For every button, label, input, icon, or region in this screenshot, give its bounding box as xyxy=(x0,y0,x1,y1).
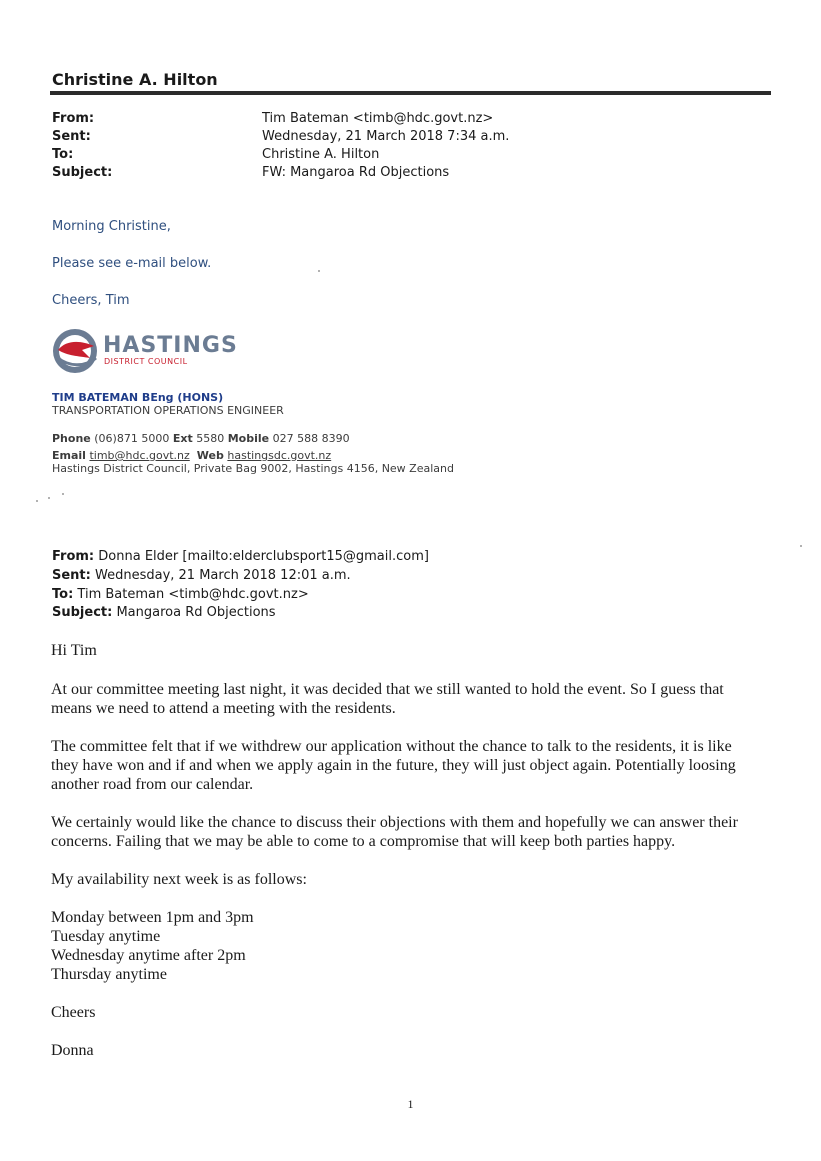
forward-greeting: Morning Christine, xyxy=(52,219,171,234)
forward-line: Please see e-mail below. xyxy=(52,256,212,271)
email-label: Email xyxy=(52,449,86,462)
signature-title: TRANSPORTATION OPERATIONS ENGINEER xyxy=(52,404,284,417)
page-number: 1 xyxy=(407,1097,414,1111)
from-value: Tim Bateman <timb@hdc.govt.nz> xyxy=(262,111,494,126)
original-subject-line xyxy=(52,605,276,620)
signature-phone-line xyxy=(52,432,350,445)
availability-item: Wednesday anytime after 2pm xyxy=(51,947,246,964)
signature-address: Hastings District Council, Private Bag 9002, Hastings 4156, New Zealand xyxy=(52,462,454,475)
body-line: We certainly would like the chance to discuss their objections with them and hopefully we can answer their xyxy=(51,814,738,831)
phone-label: Phone xyxy=(52,432,91,445)
availability-list xyxy=(51,908,771,984)
original-sent-label: Sent: xyxy=(52,568,91,583)
subject-label: Subject: xyxy=(52,165,113,180)
logo-name: HASTINGS xyxy=(103,333,238,358)
email-link[interactable]: timb@hdc.govt.nz xyxy=(89,449,190,462)
body-closing: Cheers xyxy=(51,1004,96,1021)
phone-value: (06)871 5000 xyxy=(94,432,170,445)
signature-name: TIM BATEMAN BEng (HONS) xyxy=(52,391,224,404)
body-line: another road from our calendar. xyxy=(51,776,254,793)
body-line: they have won and if and when we apply again in the future, they will just object again. Potentially loosing xyxy=(51,757,736,774)
scan-speck xyxy=(48,497,50,499)
to-label: To: xyxy=(52,147,74,162)
body-line: means we need to attend a meeting with the residents. xyxy=(51,700,396,717)
body-line: At our committee meeting last night, it was decided that we still wanted to hold the event. So I guess that xyxy=(51,681,724,698)
original-to-label: To: xyxy=(52,587,74,602)
original-from-label: From: xyxy=(52,549,95,564)
availability-item: Tuesday anytime xyxy=(51,928,161,945)
from-label: From: xyxy=(52,111,95,126)
availability-item: Monday between 1pm and 3pm xyxy=(51,909,254,926)
sent-label: Sent: xyxy=(52,129,91,144)
logo-subtitle: DISTRICT COUNCIL xyxy=(104,357,188,366)
scan-speck xyxy=(62,493,64,495)
original-subject-label: Subject: xyxy=(52,605,113,620)
scan-speck xyxy=(318,270,320,272)
web-label: Web xyxy=(196,449,224,462)
to-value: Christine A. Hilton xyxy=(262,147,380,162)
original-sent-line xyxy=(52,568,351,583)
mobile-label: Mobile xyxy=(227,432,270,445)
body-paragraph-2 xyxy=(51,737,771,794)
body-paragraph-1 xyxy=(51,680,771,718)
body-line: concerns. Failing that we may be able to come to a compromise that will keep both parties happy. xyxy=(51,833,676,850)
scan-speck xyxy=(800,545,802,547)
signature-email-line xyxy=(52,449,331,462)
original-subject-value: Mangaroa Rd Objections xyxy=(116,605,276,620)
ext-label: Ext xyxy=(172,432,193,445)
ext-value: 5580 xyxy=(196,432,225,445)
availability-intro: My availability next week is as follows: xyxy=(51,871,307,888)
body-sender: Donna xyxy=(51,1042,94,1059)
original-to-value: Tim Bateman <timb@hdc.govt.nz> xyxy=(77,587,309,602)
header-divider xyxy=(50,91,771,95)
availability-item: Thursday anytime xyxy=(51,966,167,983)
original-from-value: Donna Elder [mailto:elderclubsport15@gmail.com] xyxy=(98,549,429,564)
original-to-line xyxy=(52,587,309,602)
scan-speck xyxy=(36,500,38,502)
original-from-line xyxy=(52,549,429,564)
forward-signoff: Cheers, Tim xyxy=(52,293,130,308)
mobile-value: 027 588 8390 xyxy=(272,432,350,445)
original-sent-value: Wednesday, 21 March 2018 12:01 a.m. xyxy=(95,568,351,583)
document-owner-name: Christine A. Hilton xyxy=(52,70,218,89)
body-line: The committee felt that if we withdrew our application without the chance to talk to the residents, it is like xyxy=(51,738,732,755)
sent-value: Wednesday, 21 March 2018 7:34 a.m. xyxy=(262,129,510,144)
subject-value: FW: Mangaroa Rd Objections xyxy=(262,165,450,180)
body-paragraph-3 xyxy=(51,813,771,851)
web-link[interactable]: hastingsdc.govt.nz xyxy=(227,449,332,462)
body-greeting: Hi Tim xyxy=(51,642,97,659)
